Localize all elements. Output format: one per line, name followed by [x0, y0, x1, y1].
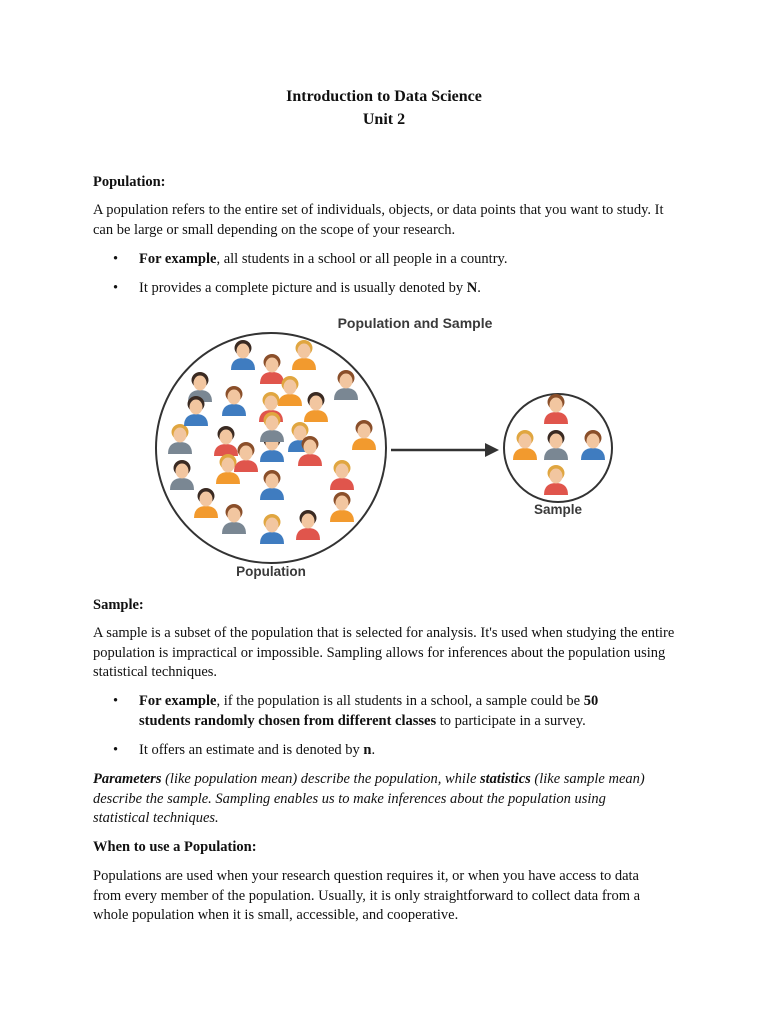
population-bullet-1 — [139, 250, 679, 270]
sample-bullet-1 — [139, 692, 639, 731]
bullet-text: , if the population is all students in a school, a sample could be — [216, 693, 584, 709]
bold-term: statistics — [480, 771, 531, 787]
population-bullet-2 — [139, 279, 679, 299]
bold-symbol: N — [466, 280, 478, 296]
bullet-dot: • — [113, 742, 119, 758]
bold-lead: For example — [139, 251, 217, 267]
note-text: (like population mean) describe the population, while — [161, 771, 481, 787]
document-title: Introduction to Data Science — [286, 88, 482, 105]
bullet-dot: • — [113, 251, 119, 267]
sample-paragraph: A sample is a subset of the population that is selected for analysis. It's used when studying the entire population is impractical or impossible. Sampling allows for inferences about the population using statistical techniques. — [93, 625, 675, 680]
when-population-heading: When to use a Population: — [93, 839, 257, 855]
unit-label: Unit 2 — [362, 111, 406, 128]
population-heading: Population: — [93, 174, 166, 190]
bullet-dot: • — [113, 280, 119, 296]
sample-heading: Sample: — [93, 597, 144, 613]
sample-label: Sample — [533, 502, 583, 517]
figure-svg — [150, 306, 620, 586]
bullet-dot: • — [113, 693, 119, 709]
bullet-text: It provides a complete picture and is usually denoted by — [139, 280, 467, 296]
population-paragraph: A population refers to the entire set of individuals, objects, or data points that you want to study. It can be large or small depending on the scope of your research. — [93, 202, 664, 238]
bold-phrase: 50 students randomly chosen from different classes — [139, 693, 599, 729]
bullet-text: , all students in a school or all people in a country. — [216, 251, 508, 267]
arrow-head — [485, 443, 499, 457]
bullet-text: It offers an estimate and is denoted by — [139, 742, 364, 758]
bold-lead: For example — [139, 693, 217, 709]
figure-title: Population and Sample — [337, 315, 493, 331]
bold-symbol: n — [363, 742, 372, 758]
bullet-text: to participate in a survey. — [436, 712, 586, 729]
population-sample-figure — [150, 306, 620, 586]
sample-bullet-2 — [139, 741, 679, 761]
population-label: Population — [236, 564, 306, 579]
bold-term: Parameters — [93, 771, 162, 787]
note-text: (like sample mean) describe the sample. Sampling enables us to make inferences about the population using statistical techniques. — [93, 771, 645, 826]
bullet-text: . — [371, 742, 376, 758]
bullet-text: . — [477, 280, 481, 296]
when-population-paragraph: Populations are used when your research question requires it, or when you have access to data from every member of the population. Usually, it is only straightforward to collect data from a whole population when it is small, accessible, and cooperative. — [93, 868, 641, 923]
parameters-note — [93, 770, 653, 829]
